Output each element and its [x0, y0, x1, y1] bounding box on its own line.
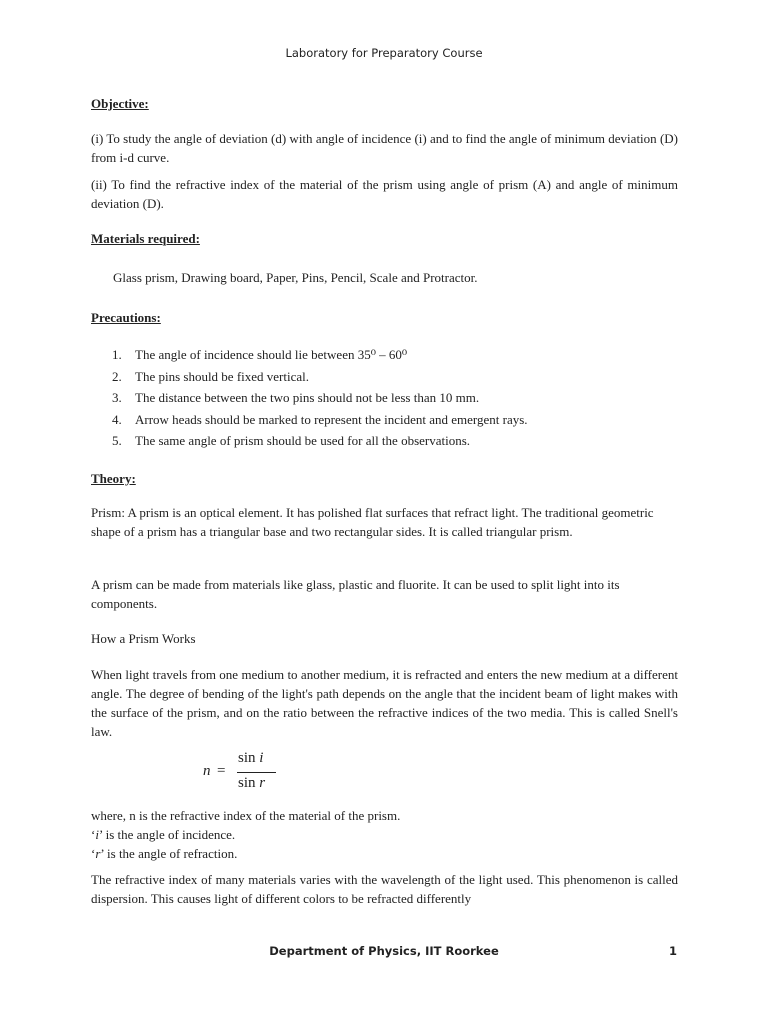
- theory-heading: Theory:: [91, 471, 136, 486]
- theory-subheading: How a Prism Works: [91, 631, 196, 646]
- where-line-1: where, n is the refractive index of the material of the prism.: [91, 808, 401, 823]
- formula-lhs: n: [203, 763, 211, 779]
- materials-heading: Materials required:: [91, 231, 200, 246]
- formula-equals: =: [217, 763, 226, 779]
- formula-denominator: sin r: [238, 775, 266, 791]
- objective-heading: Objective:: [91, 96, 149, 111]
- objective-item-2: (ii) To find the refractive index of the material of the prism using angle of prism (A) and angle of minimum deviation (D).: [91, 177, 678, 211]
- objective-item-1: (i) To study the angle of deviation (d) with angle of incidence (i) and to find the angle of minimum deviation (D) from i-d curve.: [91, 131, 678, 165]
- fraction-bar: [237, 772, 276, 773]
- list-item: 1. The angle of incidence should lie between 35⁰ – 60⁰: [112, 347, 408, 362]
- precautions-list: [112, 345, 528, 453]
- snells-law-formula: [203, 748, 283, 798]
- list-item: 5. The same angle of prism should be used for all the observations.: [112, 433, 471, 448]
- where-line-3: ‘r’ is the angle of refraction.: [91, 846, 238, 861]
- formula-numerator: sin i: [238, 750, 264, 766]
- theory-paragraph-1: Prism: A prism is an optical element. It has polished flat surfaces that refract light. The traditional geometric shape of a prism has a triangular base and two rectangular sides. It is called triangular prism.: [91, 505, 654, 539]
- where-line-2: ‘i’ is the angle of incidence.: [91, 827, 236, 842]
- page-header: Laboratory for Preparatory Course: [285, 46, 483, 60]
- list-item: 2. The pins should be fixed vertical.: [112, 368, 310, 384]
- list-item: 4. Arrow heads should be marked to represent the incident and emergent rays.: [112, 411, 528, 427]
- list-item: 3. The distance between the two pins should not be less than 10 mm.: [112, 390, 480, 405]
- precautions-heading: Precautions:: [91, 310, 161, 325]
- page-footer-department: Department of Physics, IIT Roorkee: [269, 944, 499, 958]
- theory-paragraph-3: When light travels from one medium to another medium, it is refracted and enters the new medium at a different angle. The degree of bending of the light's path depends on the angle that the incident beam of light makes with the surface of the prism, and on the ratio between the refractive indices of the two media. This is called Snell's law.: [91, 667, 678, 739]
- theory-paragraph-4: The refractive index of many materials varies with the wavelength of the light used. This phenomenon is called dispersion. This causes light of different colors to be refracted differently: [91, 872, 678, 906]
- materials-text: Glass prism, Drawing board, Paper, Pins, Pencil, Scale and Protractor.: [113, 270, 478, 285]
- page-number: 1: [669, 944, 678, 958]
- theory-paragraph-2: A prism can be made from materials like glass, plastic and fluorite. It can be used to split light into its components.: [91, 577, 620, 611]
